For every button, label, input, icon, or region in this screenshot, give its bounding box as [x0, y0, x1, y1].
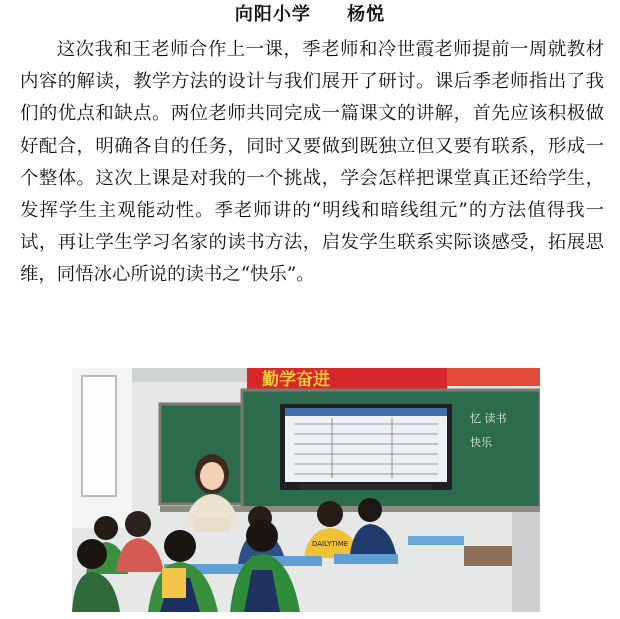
classroom-photo: [72, 368, 540, 612]
svg-text:DAILYTIME: DAILYTIME: [312, 540, 349, 548]
svg-text:忆 读书: 忆 读书: [470, 412, 507, 425]
projector-screen: [280, 404, 452, 490]
window: [82, 376, 116, 496]
snack-bag: [162, 568, 186, 598]
svg-text:快乐: 快乐: [470, 436, 492, 449]
article-title: 向阳小学 杨悦: [234, 4, 386, 25]
banner-text: 勤学奋进: [262, 370, 330, 390]
right-wall: [512, 512, 540, 612]
article-paragraph: 这次我和王老师合作上一课，季老师和冷世霞老师提前一周就教材内容的解读，教学方法的设计与我们展开了研讨。课后季老师指出了我们的优点和缺点。两位老师共同完成一篇课文的讲解，首先应该积极做好配合，明确各自的任务，同时又要做到既独立但又要有联系，形成一个整体。这次上课是对我的一个挑战，学会怎样把课堂真正还给学生，发挥学生主观能动性。季老师讲的“明线和暗线组元”的方法值得我一试，再让学生学习名家的读书方法，启发学生联系实际谈感受，拓展思维，同悟冰心所说的读书之“快乐”。: [20, 39, 604, 286]
